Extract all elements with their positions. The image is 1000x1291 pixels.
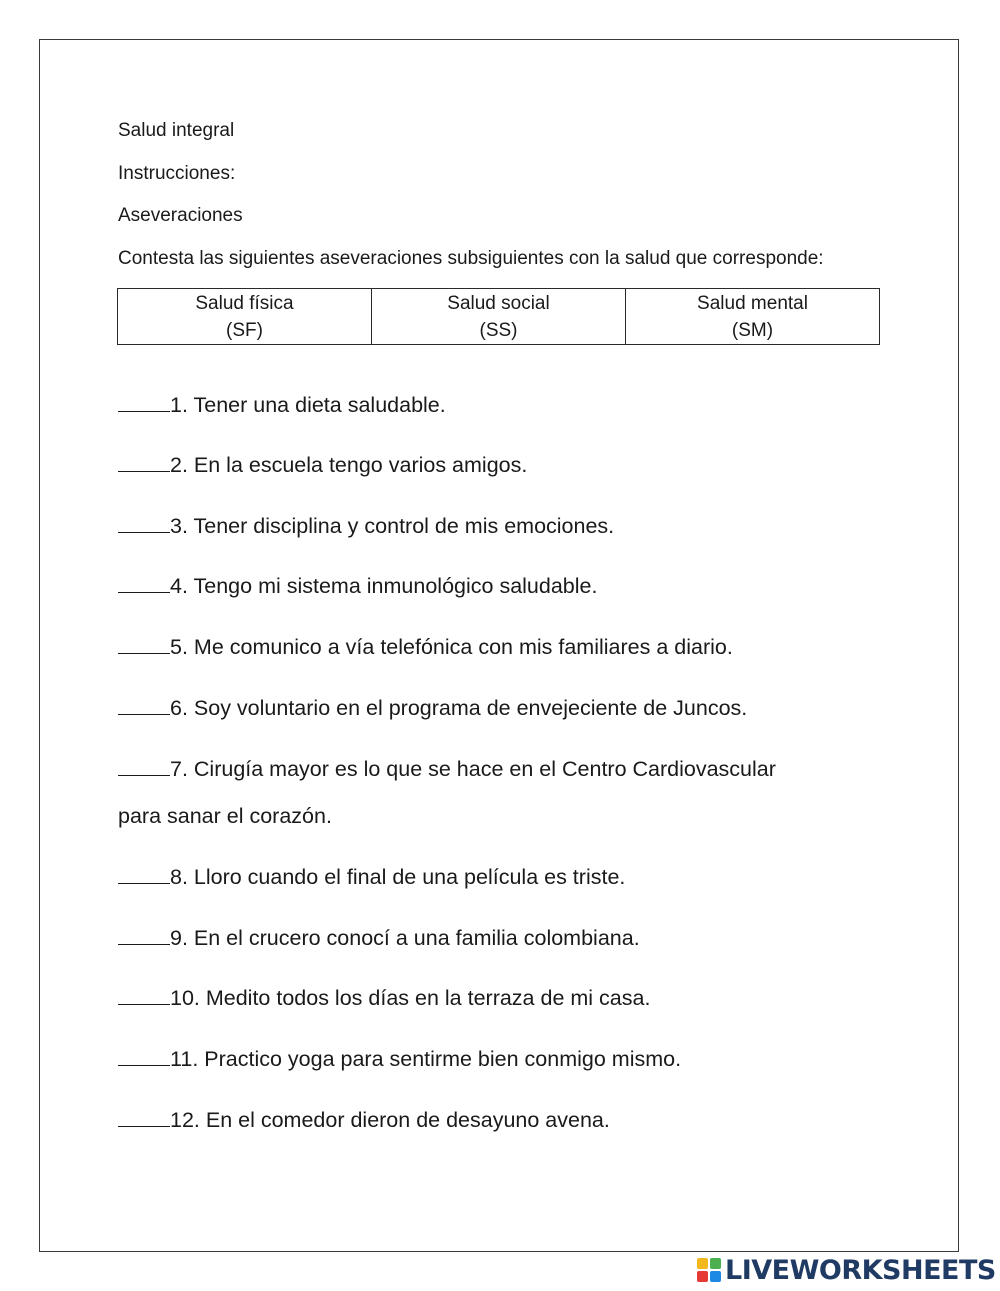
statement-text: 12. En el comedor dieron de desayuno avena. bbox=[170, 1108, 610, 1132]
statement-1 bbox=[118, 392, 446, 418]
legend-cell-mental bbox=[626, 289, 879, 344]
statement-text: 9. En el crucero conocí a una familia colombiana. bbox=[170, 926, 640, 950]
answer-blank-4[interactable] bbox=[118, 573, 170, 593]
statement-text: 8. Lloro cuando el final de una película es triste. bbox=[170, 865, 626, 889]
liveworksheets-logo bbox=[697, 1255, 996, 1285]
statement-8 bbox=[118, 864, 625, 890]
logo-text: LIVEWORKSHEETS bbox=[725, 1254, 996, 1286]
answer-blank-2[interactable] bbox=[118, 452, 170, 472]
statement-9 bbox=[118, 925, 640, 951]
answer-blank-11[interactable] bbox=[118, 1046, 170, 1066]
statement-text: 3. Tener disciplina y control de mis emociones. bbox=[170, 514, 615, 538]
statement-text: 4. Tengo mi sistema inmunológico saludable. bbox=[170, 574, 598, 598]
logo-block bbox=[710, 1271, 721, 1282]
legend-cell-physical bbox=[118, 289, 372, 344]
section-label: Aseveraciones bbox=[118, 205, 243, 226]
answer-blank-8[interactable] bbox=[118, 864, 170, 884]
statement-text: 1. Tener una dieta saludable. bbox=[170, 393, 446, 417]
statement-3 bbox=[118, 513, 614, 539]
statement-6 bbox=[118, 695, 747, 721]
legend-table bbox=[117, 288, 880, 345]
statement-text: 2. En la escuela tengo varios amigos. bbox=[170, 453, 528, 477]
answer-blank-12[interactable] bbox=[118, 1107, 170, 1127]
legend-name: Salud mental bbox=[697, 292, 808, 314]
statement-text: 5. Me comunico a vía telefónica con mis familiares a diario. bbox=[170, 635, 733, 659]
statement-7 bbox=[118, 756, 776, 782]
answer-blank-5[interactable] bbox=[118, 634, 170, 654]
legend-code: (SS) bbox=[479, 319, 518, 341]
instructions-label: Instrucciones: bbox=[118, 163, 236, 184]
answer-blank-7[interactable] bbox=[118, 756, 170, 776]
statement-text: 11. Practico yoga para sentirme bien conmigo mismo. bbox=[170, 1047, 682, 1071]
answer-blank-10[interactable] bbox=[118, 985, 170, 1005]
logo-blocks-icon bbox=[697, 1258, 721, 1282]
statement-5 bbox=[118, 634, 733, 660]
logo-block bbox=[697, 1258, 708, 1269]
answer-blank-6[interactable] bbox=[118, 695, 170, 715]
statement-11 bbox=[118, 1046, 681, 1072]
legend-code: (SF) bbox=[226, 319, 263, 341]
logo-block bbox=[710, 1258, 721, 1269]
legend-cell-social bbox=[372, 289, 626, 344]
statement-7-continuation: para sanar el corazón. bbox=[118, 804, 332, 828]
instructions-prompt: Contesta las siguientes aseveraciones subsiguientes con la salud que corresponde: bbox=[118, 248, 824, 269]
answer-blank-9[interactable] bbox=[118, 925, 170, 945]
answer-blank-1[interactable] bbox=[118, 392, 170, 412]
logo-block bbox=[697, 1271, 708, 1282]
statement-text: 10. Medito todos los días en la terraza de mi casa. bbox=[170, 986, 651, 1010]
worksheet-title: Salud integral bbox=[118, 120, 235, 141]
legend-name: Salud física bbox=[195, 292, 294, 314]
legend-name: Salud social bbox=[447, 292, 550, 314]
statement-10 bbox=[118, 985, 650, 1011]
statement-text: 7. Cirugía mayor es lo que se hace en el Centro Cardiovascular bbox=[170, 757, 776, 781]
statement-2 bbox=[118, 452, 527, 478]
answer-blank-3[interactable] bbox=[118, 513, 170, 533]
statement-12 bbox=[118, 1107, 610, 1133]
statement-4 bbox=[118, 573, 597, 599]
legend-code: (SM) bbox=[731, 319, 774, 341]
statement-text: 6. Soy voluntario en el programa de envejeciente de Juncos. bbox=[170, 696, 748, 720]
